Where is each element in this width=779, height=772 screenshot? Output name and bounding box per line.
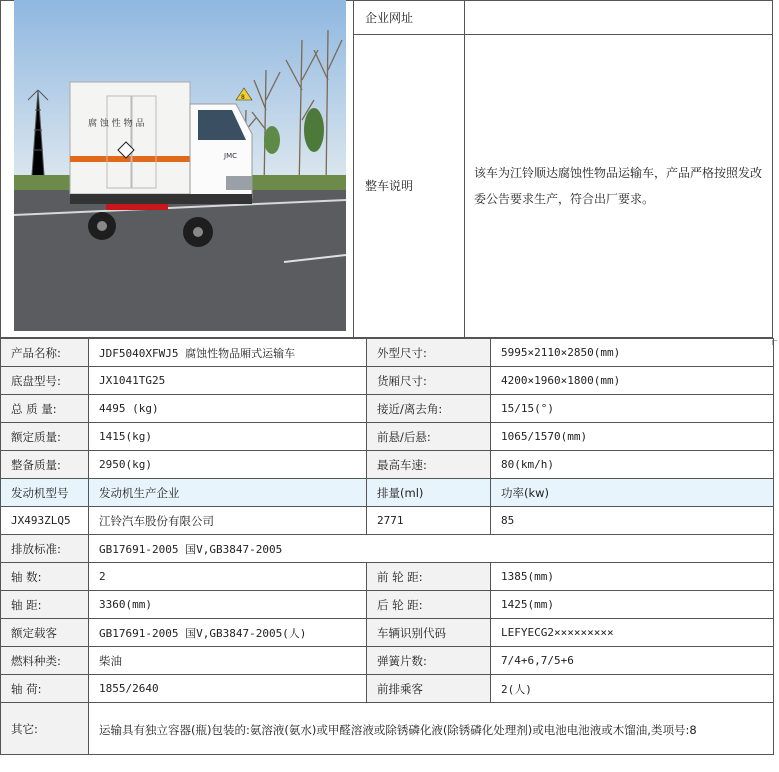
truck-box-text: 腐 蚀 性 物 品 [88,119,145,129]
table-row [1,535,774,563]
row-label: 底盘型号: [1,367,89,395]
table-row [1,591,774,619]
row-label: 产品名称: [1,339,89,367]
row-label: 排量(ml) [367,479,491,507]
table-row [1,507,774,535]
table-row [1,619,774,647]
row-value: 柴油 [89,647,367,675]
row-label: 货厢尺寸: [367,367,491,395]
top-row-divider [353,34,773,35]
row-value: 2(人) [491,675,774,703]
row-label: 整备质量: [1,451,89,479]
row-label: 排放标准: [1,535,89,563]
row-value: JX493ZLQ5 [1,507,89,535]
row-value: JX1041TG25 [89,367,367,395]
row-value: 2771 [367,507,491,535]
row-value: 85 [491,507,774,535]
row-value: GB17691-2005 国V,GB3847-2005 [89,535,774,563]
spec-table [0,338,774,755]
row-value: 1415(kg) [89,423,367,451]
truck-photo [14,0,346,331]
description-text: 该车为江铃顺达腐蚀性物品运输车，产品严格按照发改委公告要求生产，符合出厂要求。 [474,166,763,206]
row-label: 车辆识别代码 [367,619,491,647]
table-row [1,563,774,591]
cab-badge: JMC [224,152,237,160]
row-label: 接近/离去角: [367,395,491,423]
row-value: GB17691-2005 国V,GB3847-2005(人) [89,619,367,647]
table-row [1,647,774,675]
table-row [1,367,774,395]
row-value: 2950(kg) [89,451,367,479]
row-value: 发动机生产企业 [89,479,367,507]
row-value: JDF5040XFWJ5 腐蚀性物品厢式运输车 [89,339,367,367]
row-value: 1855/2640 [89,675,367,703]
table-row [1,423,774,451]
row-label: 后 轮 距: [367,591,491,619]
row-label: 前排乘客 [367,675,491,703]
row-value: 4200×1960×1800(mm) [491,367,774,395]
row-value: 3360(mm) [89,591,367,619]
row-value: 江铃汽车股份有限公司 [89,507,367,535]
row-value: 1065/1570(mm) [491,423,774,451]
table-row [1,339,774,367]
row-value: 2 [89,563,367,591]
top-divider-left [353,0,354,338]
row-label: 前悬/后悬: [367,423,491,451]
door-class-number: 8 [241,94,245,101]
row-label: 发动机型号 [1,479,89,507]
row-label: 其它: [1,703,89,755]
row-value: 1425(mm) [491,591,774,619]
table-row [1,395,774,423]
row-value: 80(km/h) [491,451,774,479]
row-label: 轴 数: [1,563,89,591]
row-label: 最高车速: [367,451,491,479]
table-row [1,451,774,479]
description-label: 整车说明 [365,179,414,193]
row-label: 弹簧片数: [367,647,491,675]
top-divider-right [464,0,465,338]
row-value: 7/4+6,7/5+6 [491,647,774,675]
table-row [1,703,774,755]
row-value: 运输具有独立容器(瓶)包装的:氨溶液(氨水)或甲醛溶液或除锈磷化液(除锈磷化处理剂)或电池电池液或木馏油,类项号:8 [89,703,774,755]
row-value: 5995×2110×2850(mm) [491,339,774,367]
row-value: 1385(mm) [491,563,774,591]
website-label: 企业网址 [365,11,414,25]
row-label: 总 质 量: [1,395,89,423]
table-row [1,675,774,703]
row-value: 4495 (kg) [89,395,367,423]
row-value: 15/15(°) [491,395,774,423]
row-label: 外型尺寸: [367,339,491,367]
row-label: 额定载客 [1,619,89,647]
row-label: 额定质量: [1,423,89,451]
row-label: 燃料种类: [1,647,89,675]
row-value: LEFYECG2××××××××× [491,619,774,647]
table-row-engine-header [1,479,774,507]
row-label: 轴 距: [1,591,89,619]
row-label: 前 轮 距: [367,563,491,591]
row-label: 轴 荷: [1,675,89,703]
row-value: 功率(kw) [491,479,774,507]
